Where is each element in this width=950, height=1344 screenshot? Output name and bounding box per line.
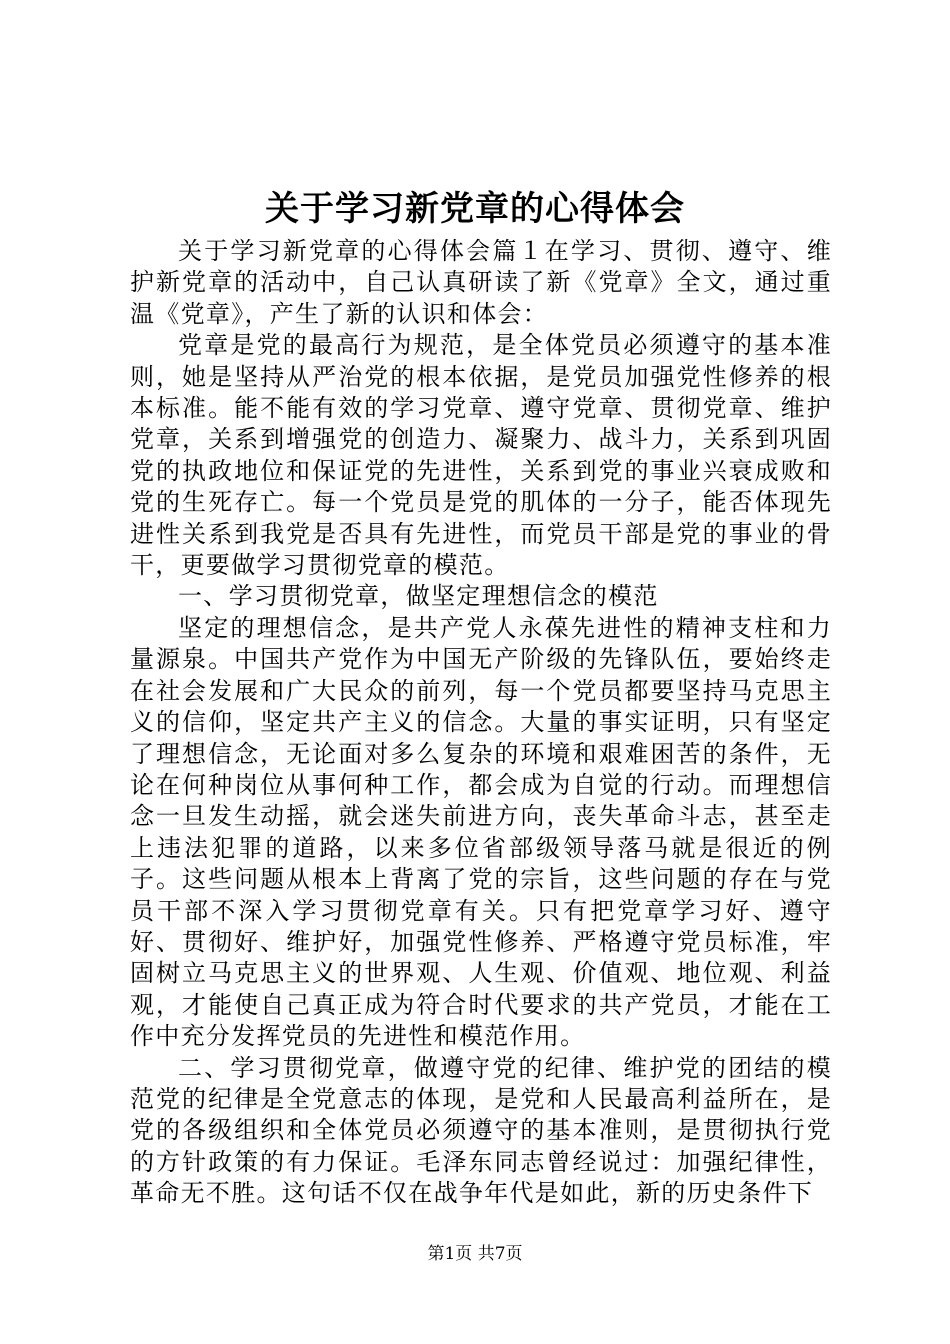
page-number-footer: 第1页 共7页 [427, 1244, 523, 1264]
paragraph-ideals: 坚定的理想信念，是共产党人永葆先进性的精神支柱和力量源泉。中国共产党作为中国无产阶级的先锋队伍，要始终走在社会发展和广大民众的前列，每一个党员都要坚持马克思主义的信仰，坚定共产主义的信念。大量的事实证明，只有坚定了理想信念，无论面对多么复杂的环境和艰难困苦的条件，无论在何种岗位从事何种工作，都会成为自觉的行动。而理想信念一旦发生动摇，就会迷失前进方向，丧失革命斗志，甚至走上违法犯罪的道路，以来多位省部级领导落马就是很近的例子。这些问题从根本上背离了党的宗旨，这些问题的存在与党员干部不深入学习贯彻党章有关。只有把党章学习好、遵守好、贯彻好、维护好，加强党性修养、严格遵守党员标准，牢固树立马克思主义的世界观、人生观、价值观、地位观、利益观，才能使自己真正成为符合时代要求的共产党员，才能在工作中充分发挥党员的先进性和模范作用。 [130, 613, 832, 1051]
document-title: 关于学习新党章的心得体会 [265, 189, 685, 229]
paragraph-intro: 关于学习新党章的心得体会篇１在学习、贯彻、遵守、维护新党章的活动中，自己认真研读了新《党章》全文，通过重温《党章》，产生了新的认识和体会： [130, 237, 832, 328]
paragraph-discipline: 二、学习贯彻党章，做遵守党的纪律、维护党的团结的模范党的纪律是全党意志的体现，是党和人民最高利益所在，是党的各级组织和全体党员必须遵守的基本准则，是贯彻执行党的方针政策的有力保证。毛泽东同志曾经说过：加强纪律性，革命无不胜。这句话不仅在战争年代是如此，新的历史条件下 [130, 1053, 832, 1208]
paragraph-party-constitution: 党章是党的最高行为规范，是全体党员必须遵守的基本准则，她是坚持从严治党的根本依据，是党员加强党性修养的根本标准。能不能有效的学习党章、遵守党章、贯彻党章、维护党章，关系到增强党的创造力、凝聚力、战斗力，关系到巩固党的执政地位和保证党的先进性，关系到党的事业兴衰成败和党的生死存亡。每一个党员是党的肌体的一分子，能否体现先进性关系到我党是否具有先进性，而党员干部是党的事业的骨干，更要做学习贯彻党章的模范。 [130, 331, 832, 580]
section-heading-1: 一、学习贯彻党章，做坚定理想信念的模范 [178, 582, 659, 611]
document-body [130, 236, 832, 1210]
